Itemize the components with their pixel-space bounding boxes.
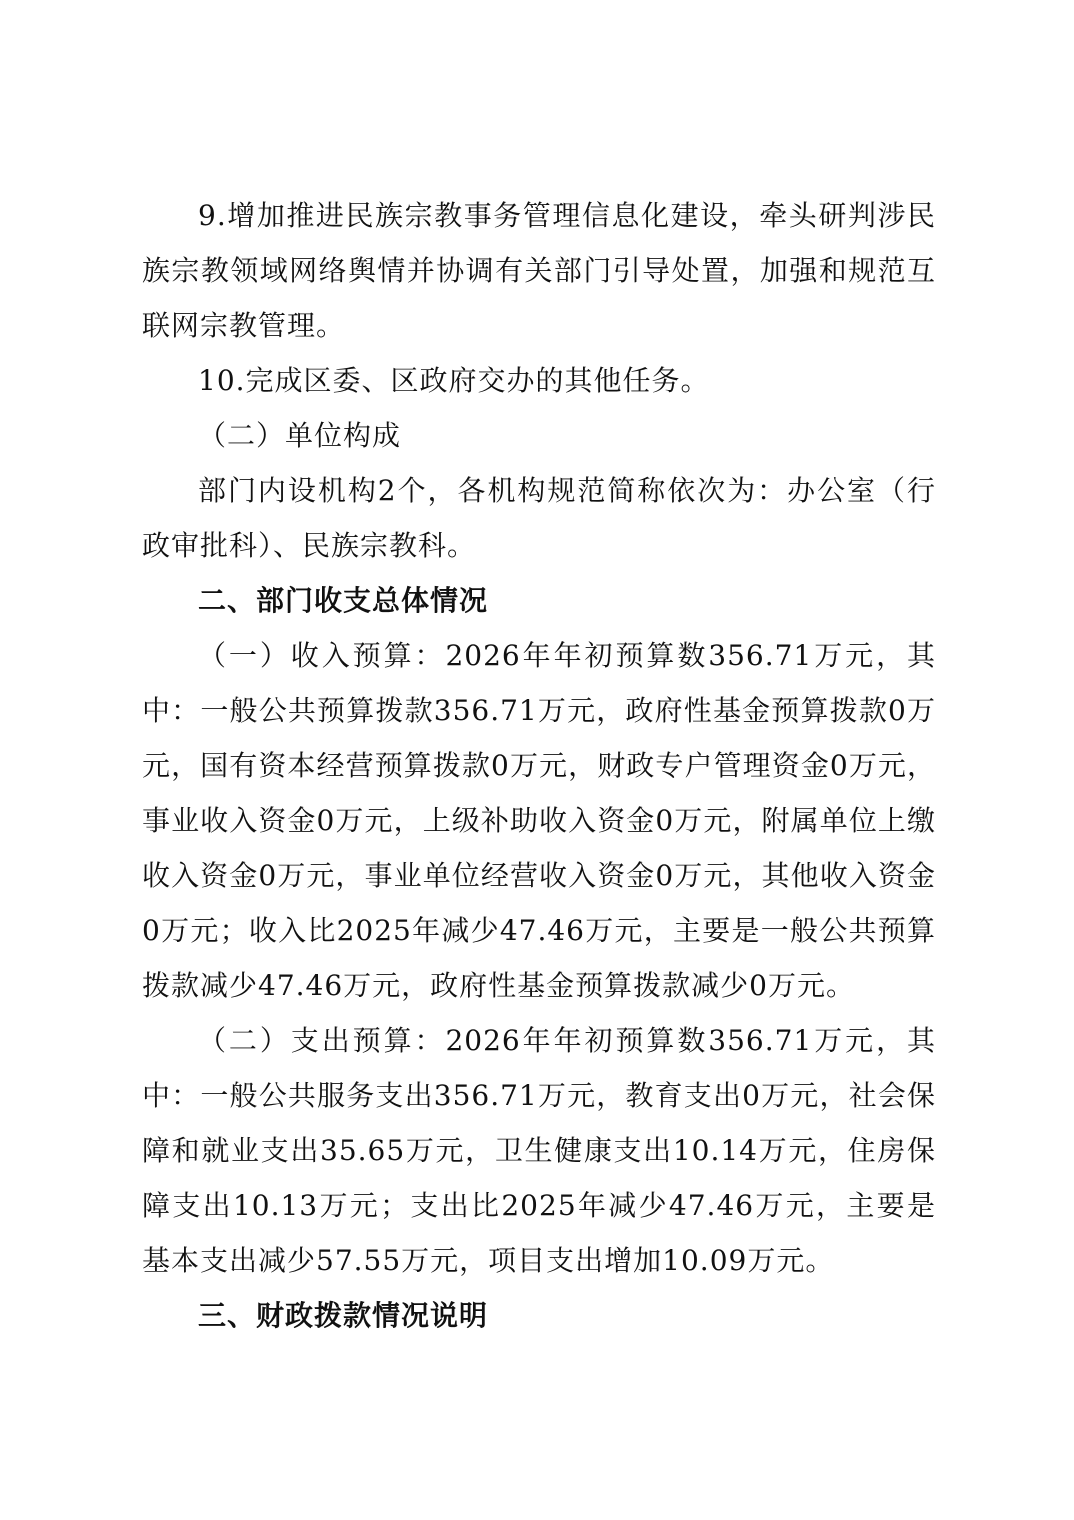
heading-section-2: 二、部门收支总体情况: [198, 584, 489, 617]
paragraph-internal-structure: 部门内设机构2个，各机构规范简称依次为：办公室（行政审批科）、民族宗教科。: [142, 474, 936, 562]
subheading-unit-composition: （二）单位构成: [198, 419, 402, 452]
paragraph-item-9: 9.增加推进民族宗教事务管理信息化建设，牵头研判涉民族宗教领域网络舆情并协调有关部门引导处置，加强和规范互联网宗教管理。: [142, 199, 936, 342]
paragraph-item-10: 10.完成区委、区政府交办的其他任务。: [198, 364, 710, 397]
paragraph-income-budget: （一）收入预算：2026年年初预算数356.71万元，其中：一般公共预算拨款356.71万元，政府性基金预算拨款0万元，国有资本经营预算拨款0万元，财政专户管理资金0万元，事业收入资金0万元，上级补助收入资金0万元，附属单位上缴收入资金0万元，事业单位经营收入资金0万元，其他收入资金0万元；收入比2025年减少47.46万元，主要是一般公共预算拨款减少47.46万元，政府性基金预算拨款减少0万元。: [142, 639, 936, 1002]
document-body: [142, 188, 936, 1343]
paragraph-expenditure-budget: （二）支出预算：2026年年初预算数356.71万元，其中：一般公共服务支出356.71万元，教育支出0万元，社会保障和就业支出35.65万元，卫生健康支出10.14万元，住房保障支出10.13万元；支出比2025年减少47.46万元，主要是基本支出减少57.55万元，项目支出增加10.09万元。: [142, 1024, 936, 1277]
heading-section-3: 三、财政拨款情况说明: [198, 1299, 489, 1332]
